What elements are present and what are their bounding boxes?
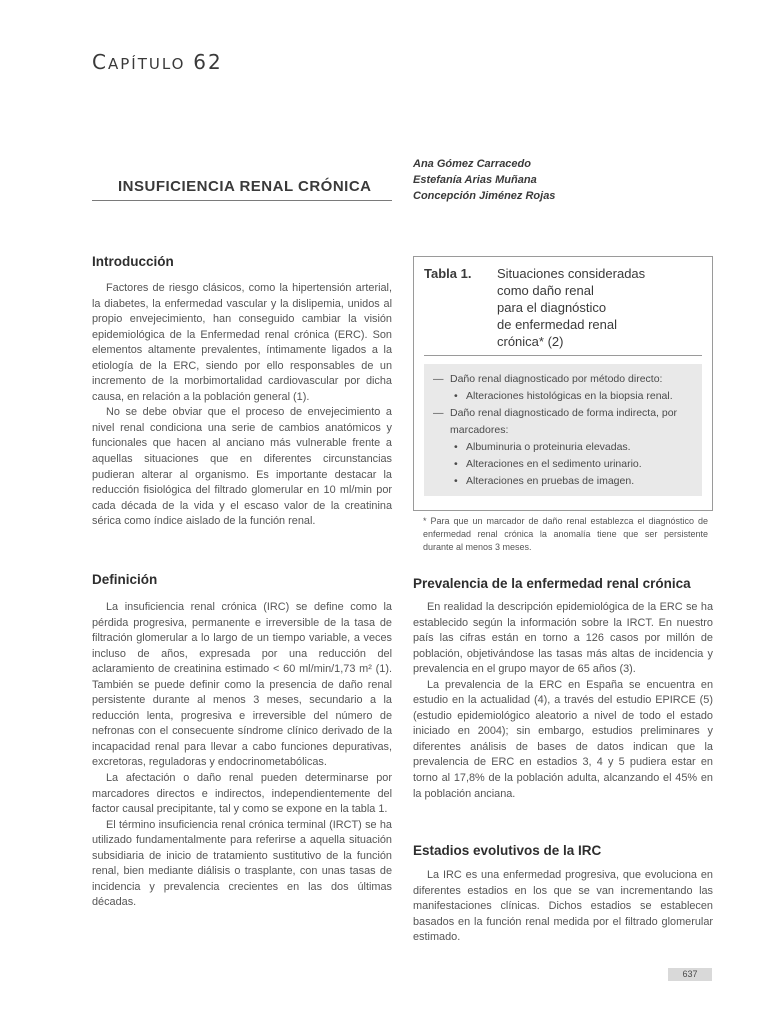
chapter-word: APÍTULO bbox=[107, 55, 186, 73]
section-stages bbox=[413, 843, 713, 946]
author-name: Estefanía Arias Muñana bbox=[413, 174, 537, 186]
table-label: Tabla 1. bbox=[424, 266, 472, 281]
chapter-prefix: C bbox=[92, 50, 108, 74]
bullet-icon: • bbox=[454, 441, 458, 453]
table-title-line: Situaciones consideradas bbox=[497, 266, 646, 281]
author-name: Ana Gómez Carracedo bbox=[413, 158, 531, 170]
paragraph: No se debe obviar que el proceso de envejecimiento a nivel renal condiciona una serie de cambios anatómicos y funcionales que hacen al anciano más vulnerable frente a aquellas situaciones que en diferentes circunstancias pudieran alterar al organismo. Es importante destacar la reducción fisiológica del filtrado glomerular en 10 ml/min por cada década de la vida y el escaso valor de la creatinina sérica como índice aislado de la función renal. bbox=[92, 406, 392, 528]
section-heading: Estadios evolutivos de la IRC bbox=[413, 843, 602, 858]
table-subitem: • Alteraciones histológicas en la biopsia renal. bbox=[424, 388, 702, 405]
table-title-line: crónica* (2) bbox=[497, 334, 564, 349]
table-title-line: para el diagnóstico bbox=[497, 300, 607, 315]
chapter-heading bbox=[92, 50, 223, 74]
paragraph: Factores de riesgo clásicos, como la hipertensión arterial, la diabetes, la enfermedad vascular y la dislipemia, unidos al propio envejecimiento, han conseguido cambiar la visión epidemiológica de la Enfermedad renal crónica (ERC). Son elementos altamente prevalentes, íntimamente ligados a la etiología de la ERC, siendo por ello responsables de un incremento de la morbimortalidad cardiovascular por dicha causa, en relación a la población general (1). bbox=[92, 282, 392, 403]
bullet-icon: • bbox=[454, 475, 458, 487]
title-divider bbox=[92, 200, 392, 201]
table-subitem: • Alteraciones en pruebas de imagen. bbox=[424, 473, 702, 490]
page-number: 637 bbox=[668, 968, 712, 981]
table-item: — Daño renal diagnosticado de forma indirecta, por marcadores: bbox=[433, 407, 678, 436]
dash-marker: — bbox=[433, 407, 444, 419]
table-footnote: * Para que un marcador de daño renal establezca el diagnóstico de enfermedad renal crónica la anomalía tiene que ser persistente durante al menos 3 meses. bbox=[423, 516, 708, 552]
paragraph: La prevalencia de la ERC en España se encuentra en estudio en la actualidad (4), a través del estudio EPIRCE (5) (estudio epidemiológico aleatorio a nivel de todo el estado iniciado en 2004); sin embargo, estudios preliminares y diferentes análisis de bases de datos indican que la prevalencia de ERC en estadios 3, 4 y 5 pudiera estar en torno al 17,8% de la población adulta, alcanzando el 45% en la población anciana. bbox=[413, 678, 713, 800]
chapter-title: INSUFICIENCIA RENAL CRÓNICA bbox=[118, 178, 372, 195]
table-1 bbox=[413, 256, 713, 511]
paragraph: La IRC es una enfermedad progresiva, que evoluciona en diferentes estadios en los que se van incrementando las manifestaciones clínicas. Dichos estadios se establecen basados en la función renal medida por el filtrado glomerular estimado. bbox=[413, 869, 713, 944]
table-title-line: como daño renal bbox=[497, 283, 594, 298]
author-list bbox=[413, 156, 555, 204]
bullet-icon: • bbox=[454, 390, 458, 402]
paragraph: La insuficiencia renal crónica (IRC) se define como la pérdida progresiva, permanente e irreversible de la tasa de filtración glomerular a lo largo de un tiempo variable, a veces incluso de años, expresada por una reducción del aclaramiento de creatinina estimado < 60 ml/min/1,73 m² (1). También se puede definir como la presencia de daño renal persistente durante al menos 3 meses, secundario a la reducción lenta, progresiva e irreversible del número de nefronas con el consecuente síndrome clínico derivado de la incapacidad renal para llevar a cabo funciones depurativas, excretoras, reguladoras y endocrinometabólicas. bbox=[92, 601, 392, 769]
author-name: Concepción Jiménez Rojas bbox=[413, 190, 556, 202]
paragraph: El término insuficiencia renal crónica terminal (IRCT) se ha utilizado fundamentalmente para referirse a aquella situación subsidiaria de inicio de tratamiento sustitutivo de la función renal, bien mediante diálisis o trasplante, con unas tasas de incidencia y prevalencia crecientes en las dos últimas décadas. bbox=[92, 818, 392, 909]
section-definition bbox=[92, 572, 392, 911]
section-prevalence bbox=[413, 576, 713, 802]
table-subitem: • Alteraciones en el sedimento urinario. bbox=[424, 456, 702, 473]
section-heading: Definición bbox=[92, 572, 158, 587]
table-title-line: de enfermedad renal bbox=[497, 317, 617, 332]
bullet-icon: • bbox=[454, 458, 458, 470]
chapter-number: 62 bbox=[193, 50, 223, 74]
section-heading: Prevalencia de la enfermedad renal crónica bbox=[413, 576, 691, 591]
table-content bbox=[424, 364, 702, 496]
section-intro bbox=[92, 254, 392, 530]
dash-marker: — bbox=[433, 373, 444, 385]
section-heading: Introducción bbox=[92, 254, 174, 269]
table-item: — Daño renal diagnosticado por método directo: bbox=[424, 371, 702, 388]
table-subitem: • Albuminuria o proteinuria elevadas. bbox=[424, 439, 702, 456]
paragraph: En realidad la descripción epidemiológica de la ERC se ha establecido según la información sobre la IRCT. En nuestro país las cifras están en torno a 126 casos por millón de población, objetivándose las tasas más altas de incidencia y prevalencia en el grupo mayor de 65 años (3). bbox=[413, 601, 713, 676]
paragraph: La afectación o daño renal pueden determinarse por marcadores directos e indirectos, independientemente del factor causal precipitante, tal y como se expone en la tabla 1. bbox=[92, 772, 392, 816]
table-divider bbox=[424, 355, 702, 356]
